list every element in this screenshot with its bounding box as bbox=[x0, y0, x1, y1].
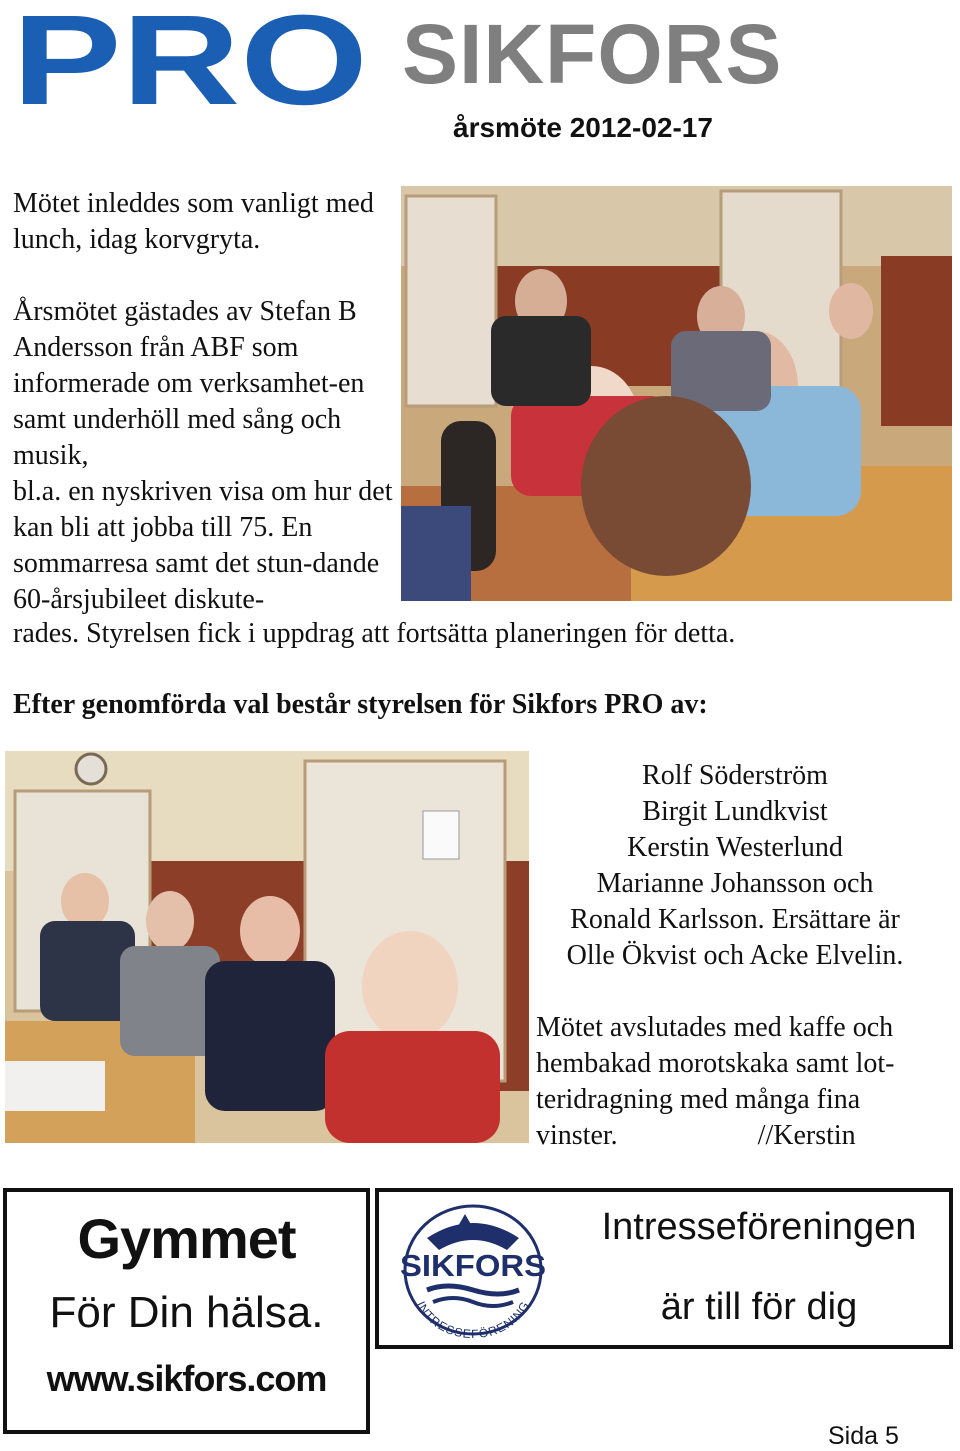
author-signature: //Kerstin bbox=[757, 1120, 856, 1151]
page-title: SIKFORS bbox=[402, 7, 783, 101]
meeting-date: årsmöte 2012-02-17 bbox=[453, 112, 713, 143]
board-member-line: Ronald Karlsson. Ersättare är bbox=[570, 904, 900, 935]
club-logo-title: SIKFORS bbox=[400, 1248, 546, 1283]
club-advert bbox=[375, 1188, 953, 1349]
intro-paragraph-2: Årsmötet gästades av Stefan B Andersson från ABF som informerade om verksamhet-en samt underhöll med sång och musik, bbox=[13, 296, 365, 471]
gym-advert bbox=[3, 1188, 370, 1434]
page-number: Sida 5 bbox=[828, 1422, 899, 1450]
board-member-line: Rolf Söderström bbox=[642, 760, 828, 791]
board-heading: Efter genomförda val består styrelsen för Sikfors PRO av: bbox=[13, 689, 708, 720]
club-slogan-line-1: Intresseföreningen bbox=[601, 1206, 917, 1248]
board-member-line: Kerstin Westerlund bbox=[627, 832, 843, 863]
board-member-line: Marianne Johansson och bbox=[596, 868, 874, 899]
club-logo-ring-text: INTRESSEFÖRENING bbox=[413, 1298, 533, 1340]
club-slogan-line-2: är till för dig bbox=[660, 1286, 858, 1328]
intro-paragraph-1: Mötet inleddes som vanligt med lunch, idag korvgryta. bbox=[13, 188, 374, 255]
board-member-line: Olle Ökvist och Acke Elvelin. bbox=[566, 940, 904, 971]
pro-logo-text: PRO bbox=[12, 6, 368, 112]
pro-logo bbox=[12, 6, 370, 117]
closing-text bbox=[536, 1010, 946, 1154]
gym-url-link[interactable]: www.sikfors.com bbox=[46, 1358, 327, 1399]
gym-title: Gymmet bbox=[77, 1207, 296, 1270]
board-members-list bbox=[535, 758, 935, 974]
closing-paragraph: Mötet avslutades med kaffe och hembakad morotskaka samt lot-teridragning med många fina vinster. bbox=[536, 1012, 895, 1151]
board-member-line: Birgit Lundkvist bbox=[642, 796, 828, 827]
meeting-photo-lunch bbox=[401, 186, 952, 601]
intro-paragraph-4: rades. Styrelsen fick i uppdrag att fortsätta planeringen för detta. bbox=[13, 618, 736, 649]
intro-text bbox=[13, 186, 393, 618]
meeting-photo-members bbox=[5, 751, 529, 1143]
gym-slogan: För Din hälsa. bbox=[49, 1288, 324, 1337]
sikfors-club-logo bbox=[387, 1198, 559, 1340]
intro-paragraph-3: bl.a. en nyskriven visa om hur det kan bli att jobba till 75. En sommarresa samt det stun-dande 60-årsjubileet diskute- bbox=[13, 476, 393, 615]
